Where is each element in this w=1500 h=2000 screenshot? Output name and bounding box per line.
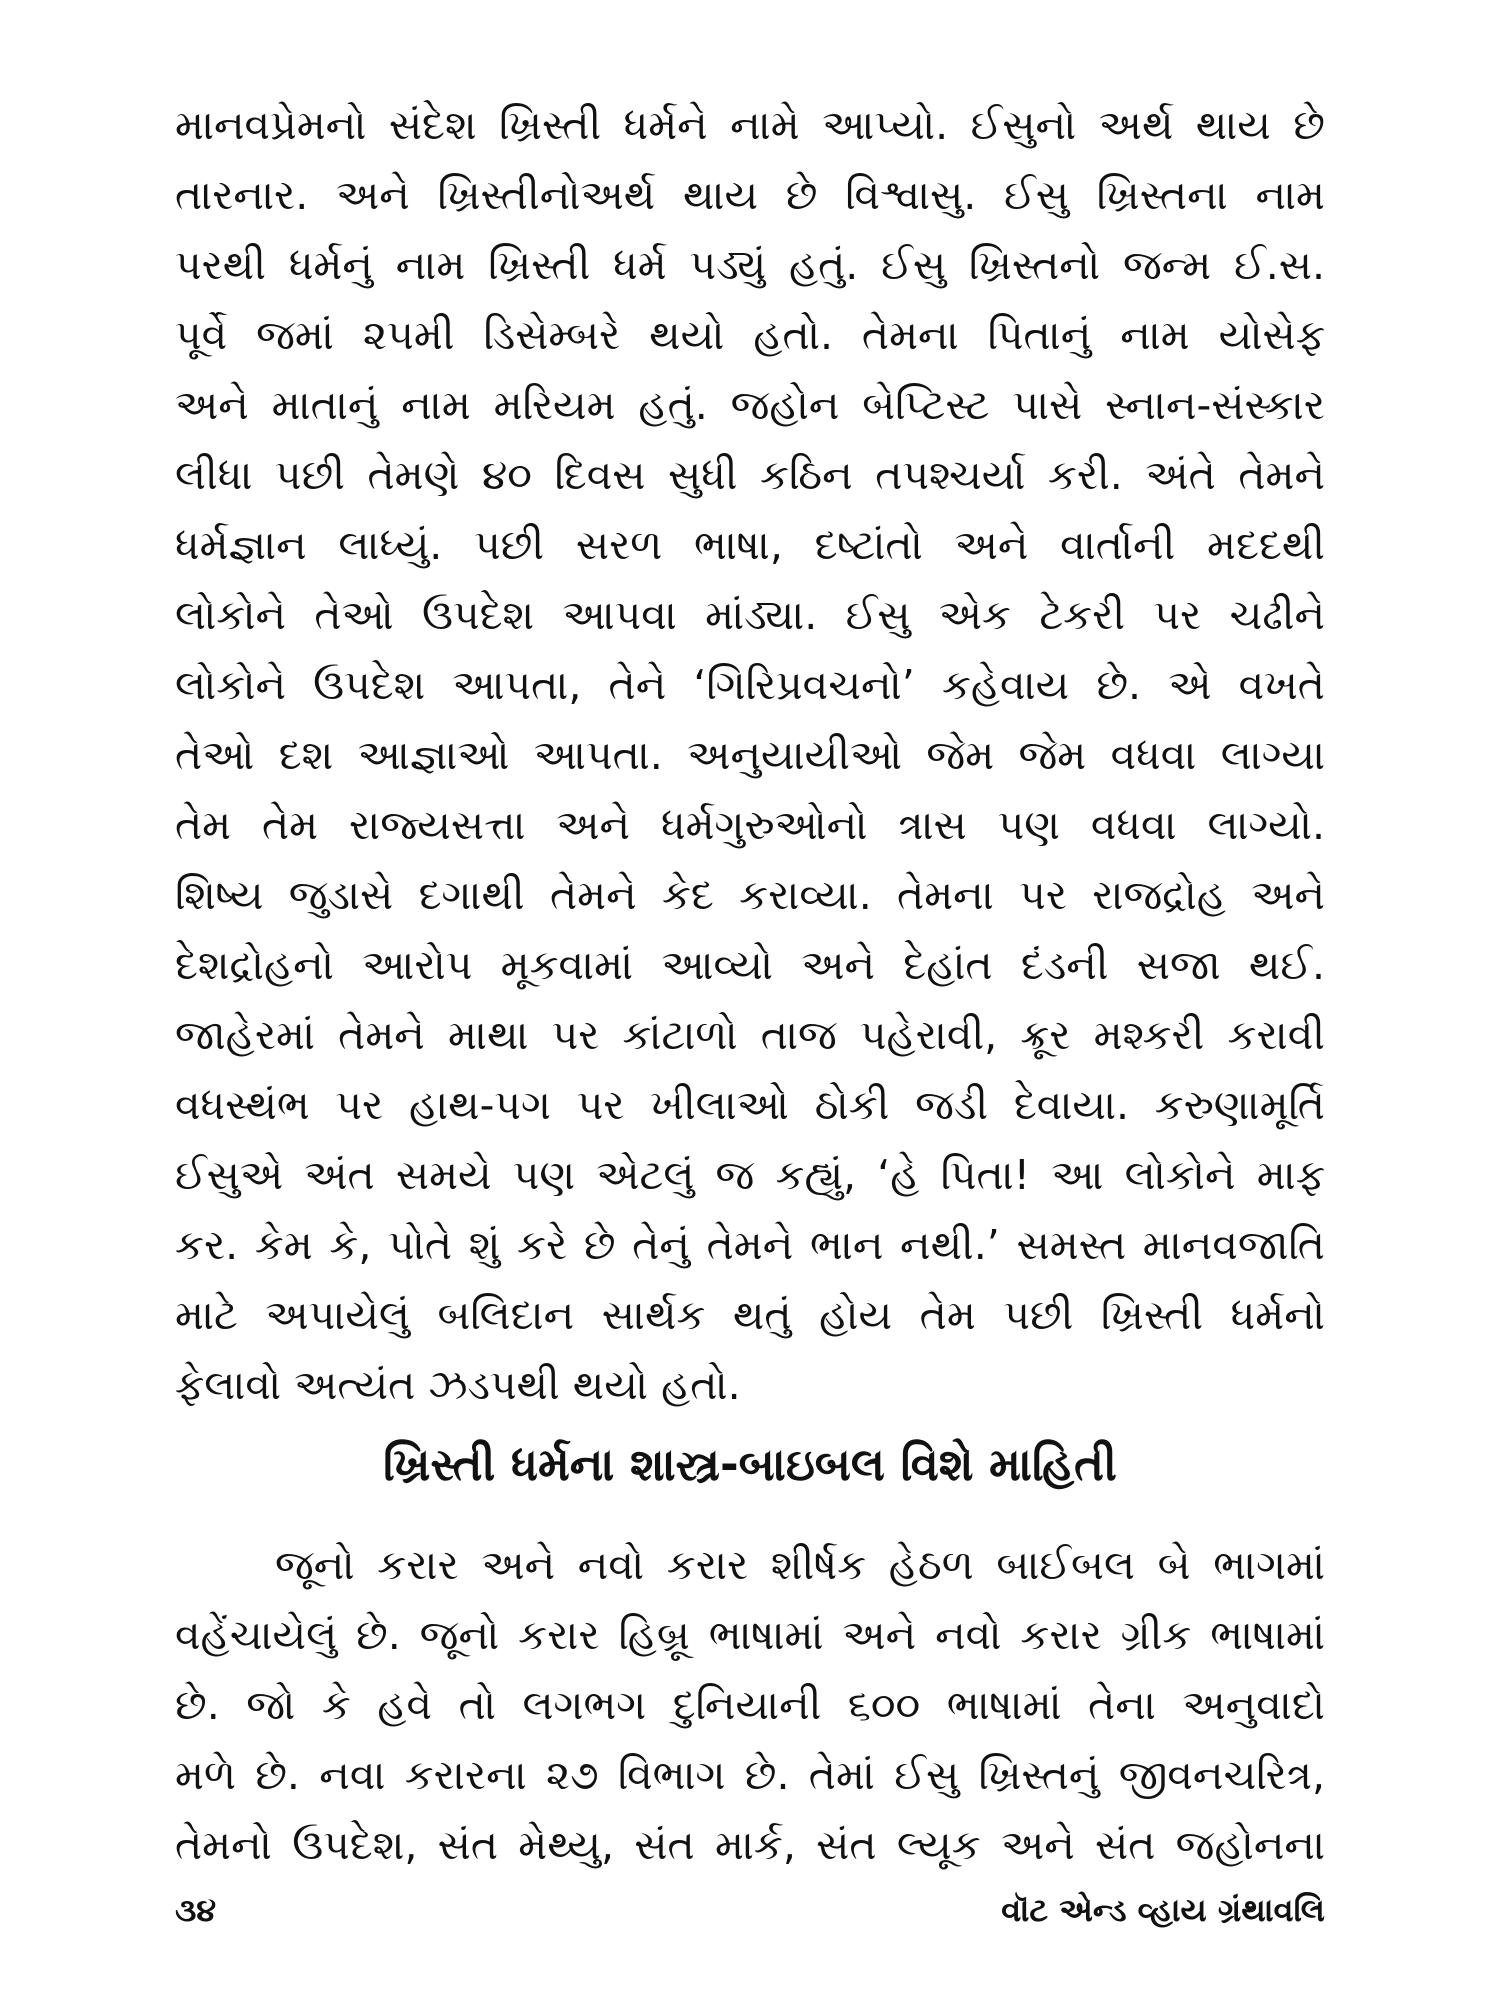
text-line: કર. કેમ કે, પોતે શું કરે છે તેનું તેમને ભાન નથી.’ સમસ્ત માનવજાતિ [175, 1221, 1325, 1269]
text-line: માટે અપાયેલું બલિદાન સાર્થક થતું હોય તેમ પછી ખ્રિસ્તી ધર્મનો [175, 1291, 1325, 1339]
text-line: લોકોને ઉપદેશ આપતા, તેને ‘ગિરિપ્રવચનો’ કહેવાય છે. એ વખતે [175, 661, 1325, 709]
text-line: ઈસુએ અંત સમયે પણ એટલું જ કહ્યું, ‘હે પિતા! આ લોકોને માફ [175, 1151, 1325, 1199]
page-number: ૩૪ [175, 1891, 217, 1929]
text-line: દેશદ્રોહનો આરોપ મૂકવામાં આવ્યો અને દેહાંત દંડની સજા થઈ. [175, 941, 1325, 989]
text-line: તેમનો ઉપદેશ, સંત મેથ્યુ, સંત માર્ક, સંત લ્યૂક અને સંત જહોનના [175, 1821, 1325, 1869]
running-footer-title: વૉટ એન્ડ વ્હાય ગ્રંથાવલિ [1001, 1891, 1325, 1929]
text-line: અને માતાનું નામ મરિયમ હતું. જહોન બેપ્ટિસ્ટ પાસે સ્નાન-સંસ્કાર [175, 381, 1325, 429]
text-line: પૂર્વે જમાં ૨૫મી ડિસેમ્બરે થયો હતો. તેમના પિતાનું નામ યોસેફ [175, 311, 1325, 359]
text-line: ફેલાવો અત્યંત ઝડપથી થયો હતો. [175, 1361, 741, 1409]
text-line: તેમ તેમ રાજ્યસત્તા અને ધર્મગુરુઓનો ત્રાસ પણ વધવા લાગ્યો. [175, 801, 1325, 849]
text-line: પરથી ધર્મનું નામ ખ્રિસ્તી ધર્મ પડ્યું હતું. ઈસુ ખ્રિસ્તનો જન્મ ઈ.સ. [175, 241, 1325, 289]
text-line: છે. જો કે હવે તો લગભગ દુનિયાની ૬૦૦ ભાષામાં તેના અનુવાદો [175, 1681, 1325, 1729]
text-line: જાહેરમાં તેમને માથા પર કાંટાળો તાજ પહેરાવી, ક્રૂર મશ્કરી કરાવી [175, 1011, 1325, 1059]
text-line: ધર્મજ્ઞાન લાધ્યું. પછી સરળ ભાષા, દષ્ટાંતો અને વાર્તાની મદદથી [175, 521, 1325, 569]
text-line: શિષ્ય જુડાસે દગાથી તેમને કેદ કરાવ્યા. તેમના પર રાજદ્રોહ અને [175, 871, 1325, 919]
text-line: માનવપ્રેમનો સંદેશ ખ્રિસ્તી ધર્મને નામે આપ્યો. ઈસુનો અર્થ થાય છે [175, 101, 1325, 149]
text-line: લોકોને તેઓ ઉપદેશ આપવા માંડ્યા. ઈસુ એક ટેકરી પર ચઢીને [175, 591, 1325, 639]
text-line: લીધા પછી તેમણે ૪૦ દિવસ સુધી કઠિન તપશ્ચર્યા કરી. અંતે તેમને [175, 451, 1325, 499]
text-line: તેઓ દશ આજ્ઞાઓ આપતા. અનુયાયીઓ જેમ જેમ વધવા લાગ્યા [175, 731, 1325, 779]
text-line: તારનાર. અને ખ્રિસ્તીનોઅર્થ થાય છે વિશ્વાસુ. ઈસુ ખ્રિસ્તના નામ [175, 171, 1325, 219]
text-line: વહેંચાયેલું છે. જૂનો કરાર હિબ્રૂ ભાષામાં અને નવો કરાર ગ્રીક ભાષામાં [175, 1611, 1325, 1659]
text-line: વધસ્થંભ પર હાથ-પગ પર ખીલાઓ ઠોકી જડી દેવાયા. કરુણામૂર્તિ [175, 1081, 1325, 1129]
text-line: મળે છે. નવા કરારના ૨૭ વિભાગ છે. તેમાં ઈસુ ખ્રિસ્તનું જીવનચરિત્ર, [175, 1751, 1325, 1799]
text-line: જૂનો કરાર અને નવો કરાર શીર્ષક હેઠળ બાઈબલ બે ભાગમાં [275, 1541, 1325, 1589]
section-heading: ખ્રિસ્તી ધર્મના શાસ્ત્ર-બાઇબલ વિશે માહિતી [383, 1438, 1117, 1491]
